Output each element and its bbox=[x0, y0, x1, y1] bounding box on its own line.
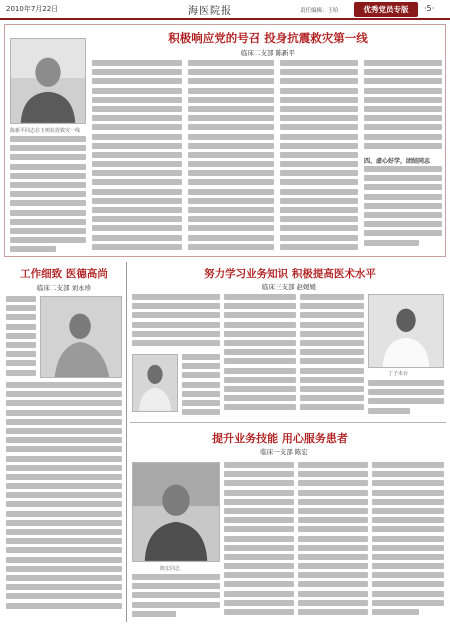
article-4-text-col1 bbox=[224, 462, 294, 620]
article-2-text-b bbox=[6, 382, 122, 618]
article-1-text-col2 bbox=[92, 60, 182, 252]
article-3-byline: 临床三支部 赵媛媛 bbox=[261, 283, 317, 291]
article-3-text-col4 bbox=[368, 380, 444, 416]
article-4-byline: 临床一支部 陈宏 bbox=[260, 448, 308, 456]
article-3-text-col1 bbox=[132, 294, 220, 350]
portrait-icon bbox=[11, 39, 85, 123]
article-1-title: 积极响应党的号召 投身抗震救灾第一线 bbox=[168, 31, 368, 45]
article-4-title: 提升业务技能 用心服务患者 bbox=[212, 432, 348, 445]
article-1-photo-caption: 陈新平同志在玉树抗震救灾一线 bbox=[10, 128, 81, 134]
article-4-text-col0 bbox=[132, 574, 220, 620]
article-4-photo bbox=[132, 462, 220, 562]
article-3-title: 努力学习业务知识 积极提高医术水平 bbox=[204, 268, 376, 280]
section-divider bbox=[130, 422, 446, 423]
sidebar-snippet: 四、虚心好学，团结同志 bbox=[364, 158, 431, 165]
portrait-icon bbox=[133, 463, 219, 561]
portrait-icon bbox=[133, 355, 177, 411]
article-1-text-col5a bbox=[364, 60, 442, 152]
article-1-text-col4 bbox=[280, 60, 358, 252]
article-3-text-col1b bbox=[182, 354, 220, 416]
article-3-text-col3 bbox=[300, 294, 364, 416]
article-1-text-col3 bbox=[188, 60, 274, 252]
article-1-text-col1 bbox=[10, 136, 86, 252]
article-1-byline: 临床二支部 陈新平 bbox=[240, 49, 296, 57]
issue-date: 2010年7月22日 bbox=[6, 5, 59, 13]
page-header bbox=[0, 0, 450, 20]
article-3-photo-2 bbox=[368, 294, 444, 368]
article-4-text-col2 bbox=[298, 462, 368, 620]
article-4-photo-caption: 陈宏同志 bbox=[160, 566, 181, 572]
article-2-text-a bbox=[6, 296, 36, 378]
newspaper-name: 海医院报 bbox=[188, 6, 232, 17]
portrait-icon bbox=[41, 297, 121, 377]
article-3-text-col2 bbox=[224, 294, 296, 416]
editor-credit: 责任编辑：王哈 bbox=[300, 8, 339, 14]
article-1-text-col5b bbox=[364, 166, 442, 252]
article-2-photo bbox=[40, 296, 122, 378]
article-3-photo-caption: 丁子未台 bbox=[388, 371, 409, 377]
article-2-byline: 临床二支部 刘永珍 bbox=[36, 284, 92, 292]
edition-badge: 优秀党员专版 bbox=[354, 2, 418, 17]
article-4-text-col3 bbox=[372, 462, 444, 620]
page-number: ·5· bbox=[424, 4, 435, 13]
article-1-photo bbox=[10, 38, 86, 124]
portrait-icon bbox=[369, 295, 443, 367]
article-2-title: 工作细致 医德高尚 bbox=[20, 268, 108, 280]
article-3-photo bbox=[132, 354, 178, 412]
column-divider bbox=[126, 262, 127, 622]
